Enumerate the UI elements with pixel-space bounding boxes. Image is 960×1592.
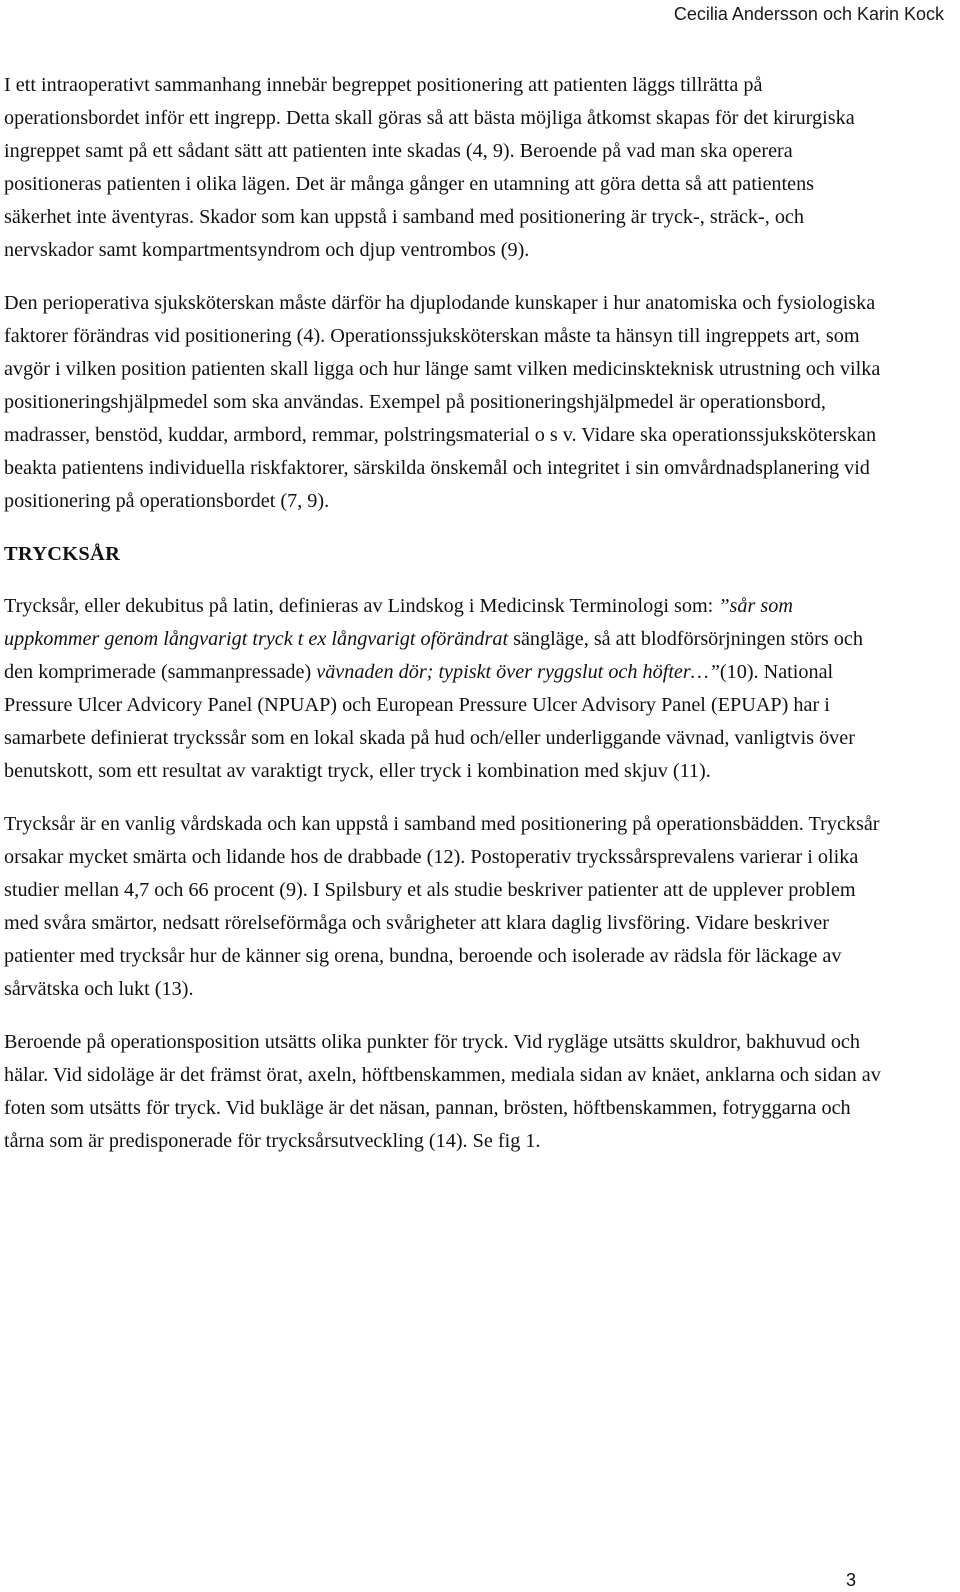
paragraph-pressure-points: Beroende på operationsposition utsätts olika punkter för tryck. Vid rygläge utsätts skuldror, bakhuvud och hälar. Vid sidoläge är det främst örat, axeln, höftbenskammen, mediala sidan av knäet, anklarna och sidan av foten som utsätts för tryck. Vid bukläge är det näsan, pannan, brösten, höftbenskammen, fotryggarna och tårna som är predisponerade för trycksårsutveckling (14). Se fig 1. <box>4 1031 881 1152</box>
running-header-authors: Cecilia Andersson och Karin Kock <box>673 4 944 24</box>
section-heading-trycksar: TRYCKSÅR <box>4 543 121 565</box>
paragraph-perioperative-nurse: Den perioperativa sjuksköterskan måste därför ha djuplodande kunskaper i hur anatomiska och fysiologiska faktorer förändras vid positionering (4). Operationssjuksköterskan måste ta hänsyn till ingreppets art, som avgör i vilken position patienten skall ligga och hur länge samt vilken medicinskteknisk utrustning och vilka positioneringshjälpmedel som ska användas. Exempel på positioneringshjälpmedel är operationsbord, madrasser, benstöd, kuddar, armbord, remmar, polstringsmaterial o s v. Vidare ska operationssjuksköterskan beakta patientens individuella riskfaktorer, särskilda önskemål och integritet i sin omvårdnadsplanering vid positionering på operationsbordet (7, 9). <box>4 292 881 512</box>
definition-quote-part2: vävnaden dör; typiskt över ryggslut och höfter…” <box>316 661 720 683</box>
definition-middle: sängläge, så att blodförsörjningen störs och den komprimerade (sammanpressade) <box>4 628 863 683</box>
definition-quote-part1: ”sår som uppkommer genom långvarigt tryck t ex långvarigt oförändrat <box>4 595 793 650</box>
document-body <box>4 69 884 1178</box>
definition-lead: Trycksår, eller dekubitus på latin, definieras av Lindskog i Medicinsk Terminologi som: <box>4 595 719 617</box>
paragraph-trycksar-prevalence: Trycksår är en vanlig vårdskada och kan uppstå i samband med positionering på operationsbädden. Trycksår orsakar mycket smärta och lidande hos de drabbade (12). Postoperativ tryckssårsprevalens varierar i olika studier mellan 4,7 och 66 procent (9). I Spilsbury et als studie beskriver patienter att de upplever problem med svåra smärtor, nedsatt rörelseförmåga och svårigheter att klara daglig livsföring. Vidare beskriver patienter med trycksår hur de känner sig orena, bundna, beroende och isolerade av rädsla för läckage av sårvätska och lukt (13). <box>4 813 880 1000</box>
page-number: 3 <box>845 1570 856 1590</box>
paragraph-trycksar-definition <box>4 590 884 788</box>
paragraph-positioning-definition: I ett intraoperativt sammanhang innebär begreppet positionering att patienten läggs tillrätta på operationsbordet inför ett ingrepp. Detta skall göras så att bästa möjliga åtkomst skapas för det kirurgiska ingreppet samt på ett sådant sätt att patienten inte skadas (4, 9). Beroende på vad man ska operera positioneras patienten i olika lägen. Det är många gånger en utamning att göra detta så att patientens säkerhet inte äventyras. Skador som kan uppstå i samband med positionering är tryck-, sträck-, och nervskador samt kompartmentsyndrom och djup ventrombos (9). <box>4 74 855 261</box>
definition-tail: (10). National Pressure Ulcer Advicory Panel (NPUAP) och European Pressure Ulcer Advisory Panel (EPUAP) har i samarbete definierat tryckssår som en lokal skada på hud och/eller underliggande vävnad, vanligtvis över benutskott, som ett resultat av varaktigt tryck, eller tryck i kombination med skjuv (11). <box>4 661 855 782</box>
